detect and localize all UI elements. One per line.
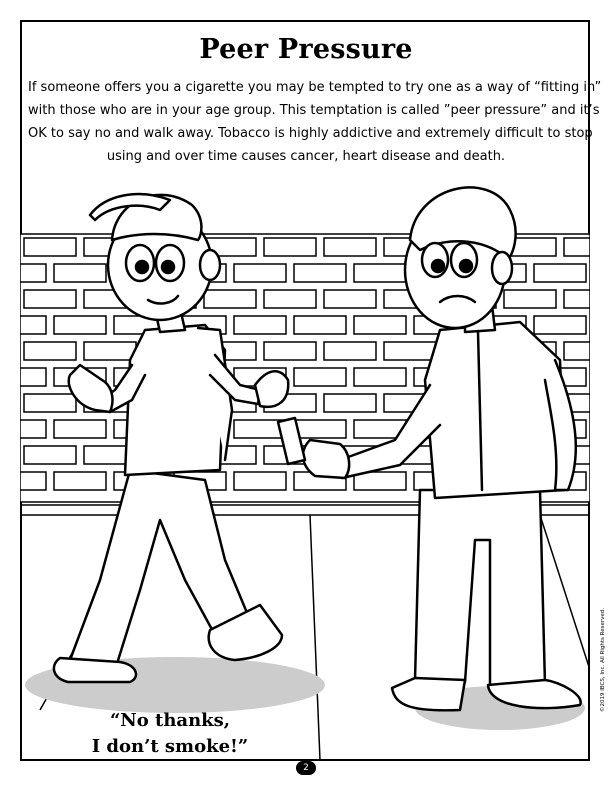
quote-line: “No thanks, xyxy=(109,710,231,731)
page-title: Peer Pressure xyxy=(199,34,413,65)
brick xyxy=(264,290,316,308)
brick xyxy=(24,342,76,360)
brick xyxy=(354,264,406,282)
brick xyxy=(264,238,316,256)
intro-line: using and over time causes cancer, heart disease and death. xyxy=(106,149,506,164)
brick xyxy=(324,238,376,256)
brick xyxy=(204,290,256,308)
page-number: 2 xyxy=(296,761,316,775)
brick xyxy=(564,290,590,308)
speech-quote xyxy=(50,708,290,760)
brick xyxy=(294,368,346,386)
brick xyxy=(54,472,106,490)
brick xyxy=(294,264,346,282)
brick xyxy=(534,264,586,282)
brick xyxy=(354,368,406,386)
brick xyxy=(24,290,76,308)
brick xyxy=(534,316,586,334)
coloring-illustration xyxy=(20,160,590,760)
brick xyxy=(384,342,436,360)
brick xyxy=(20,316,46,334)
brick xyxy=(24,238,76,256)
brick xyxy=(20,472,46,490)
brick xyxy=(564,342,590,360)
brick xyxy=(54,420,106,438)
brick xyxy=(324,394,376,412)
brick xyxy=(20,368,46,386)
brick xyxy=(84,342,136,360)
brick xyxy=(234,472,286,490)
brick xyxy=(504,290,556,308)
brick xyxy=(20,264,46,282)
brick xyxy=(324,290,376,308)
brick xyxy=(324,342,376,360)
copyright-notice: ©2019 IBCS, Inc. All Rights Reserved. xyxy=(600,607,606,712)
intro-paragraph xyxy=(28,76,602,168)
brick xyxy=(234,316,286,334)
brick xyxy=(24,394,76,412)
intro-line: OK to say no and walk away. Tobacco is highly addictive and extremely difficult to stop xyxy=(28,126,593,141)
brick xyxy=(234,264,286,282)
quote-line: I don’t smoke!” xyxy=(91,736,249,757)
brick xyxy=(354,316,406,334)
brick xyxy=(294,420,346,438)
brick xyxy=(564,238,590,256)
brick xyxy=(294,316,346,334)
brick xyxy=(24,446,76,464)
intro-line: with those who are in your age group. This temptation is called ”peer pressure” and it’s xyxy=(28,103,600,118)
brick xyxy=(54,316,106,334)
brick xyxy=(54,264,106,282)
brick xyxy=(20,420,46,438)
brick xyxy=(264,342,316,360)
intro-line: If someone offers you a cigarette you may be tempted to try one as a way of “fitting in” xyxy=(28,80,602,95)
